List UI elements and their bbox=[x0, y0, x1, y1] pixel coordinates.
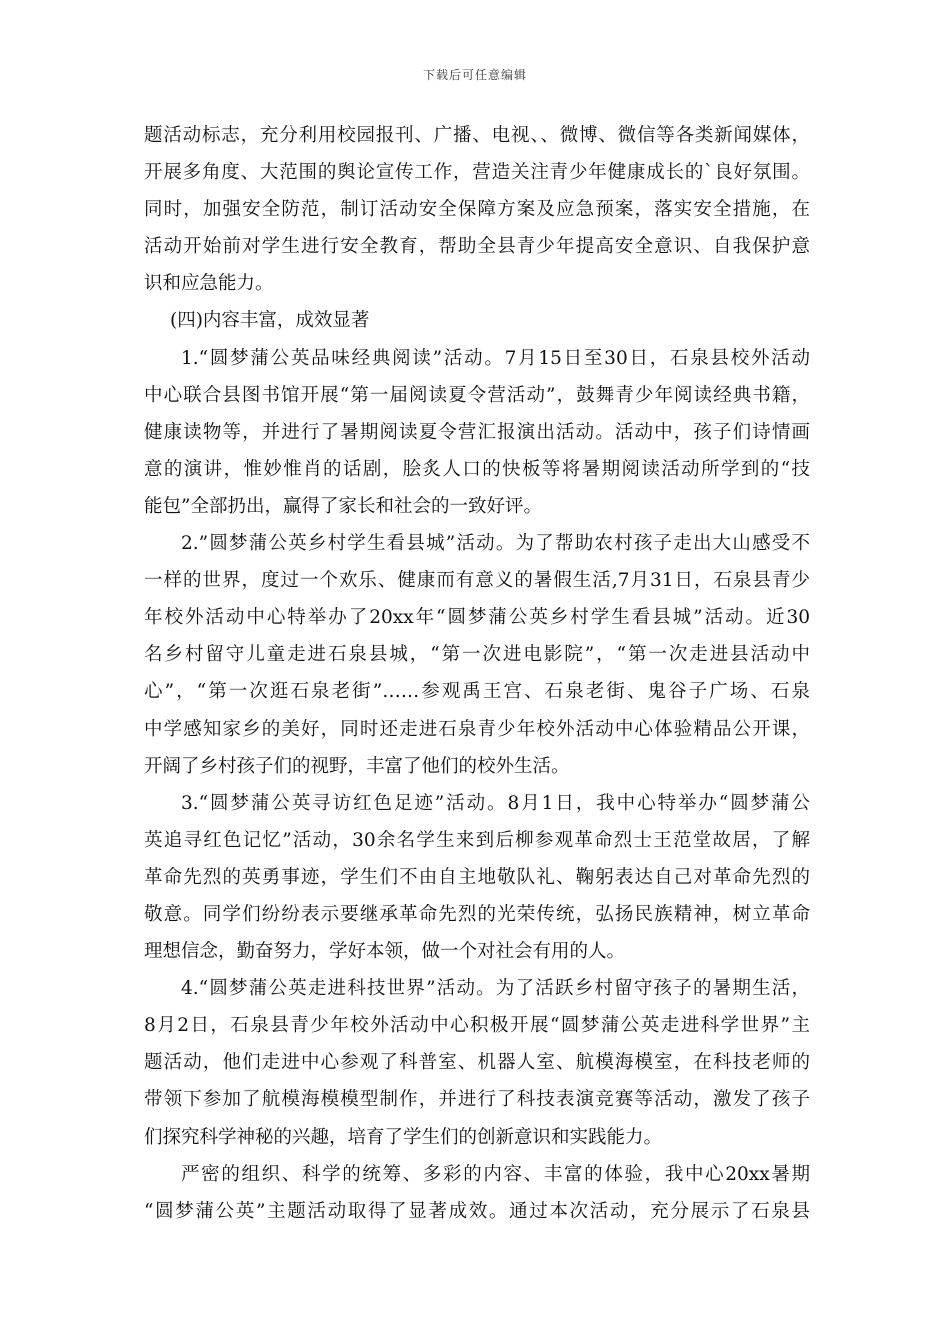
text-line: 题活动，他们走进中心参观了科普室、机器人室、航模海模室，在科技老师的 bbox=[144, 1052, 810, 1074]
text-line: 英追寻红色记忆”活动，30余名学生来到后柳参观革命烈士王范堂故居，了解 bbox=[144, 829, 810, 851]
text-line: 革命先烈的英勇事迹，学生们不由自主地敬队礼、鞠躬表达自己对革命先烈的 bbox=[144, 866, 810, 888]
text-line: 中学感知家乡的美好，同时还走进石泉青少年校外活动中心体验精品公开课， bbox=[144, 718, 810, 740]
text-line: 一样的世界，度过一个欢乐、健康而有意义的暑假生活,7月31日，石泉县青少 bbox=[144, 570, 810, 592]
section-heading: (四)内容丰富，成效显著 bbox=[170, 310, 370, 332]
text-line: 活动开始前对学生进行安全教育，帮助全县青少年提高安全意识、自我保护意 bbox=[144, 236, 810, 258]
text-line: 严密的组织、科学的统筹、多彩的内容、丰富的体验，我中心20xx暑期 bbox=[181, 1163, 810, 1185]
text-line: “圆梦蒲公英”主题活动取得了显著成效。通过本次活动，充分展示了石泉县 bbox=[144, 1200, 810, 1222]
text-line: 敬意。同学们纷纷表示要继承革命先烈的光荣传统，弘扬民族精神，树立革命 bbox=[144, 903, 810, 925]
text-line: 1.“圆梦蒲公英品味经典阅读”活动。7月15日至30日，石泉县校外活动 bbox=[181, 347, 810, 369]
text-line: 年校外活动中心特举办了20xx年“圆梦蒲公英乡村学生看县城”活动。近30 bbox=[144, 607, 810, 629]
document-body bbox=[144, 117, 810, 1230]
text-line: 8月2日，石泉县青少年校外活动中心积极开展“圆梦蒲公英走进科学世界”主 bbox=[144, 1015, 810, 1037]
text-line: 同时，加强安全防范，制订活动安全保障方案及应急预案，落实安全措施，在 bbox=[144, 199, 810, 221]
text-line: 理想信念，勤奋努力，学好本领，做一个对社会有用的人。 bbox=[144, 941, 626, 963]
text-line: 健康读物等，并进行了暑期阅读夏令营汇报演出活动。活动中，孩子们诗情画 bbox=[144, 421, 810, 443]
text-line: 心”，“第一次逛石泉老街”……参观禹王宫、石泉老街、鬼谷子广场、石泉 bbox=[144, 681, 810, 703]
text-line: 识和应急能力。 bbox=[144, 273, 274, 295]
text-line: 中心联合县图书馆开展“第一届阅读夏令营活动”，鼓舞青少年阅读经典书籍， bbox=[144, 384, 810, 406]
text-line: 名乡村留守儿童走进石泉县城，“第一次进电影院”，“第一次走进县活动中 bbox=[144, 644, 810, 666]
page-header-note: 下载后可任意编辑 bbox=[422, 68, 527, 82]
text-line: 3.“圆梦蒲公英寻访红色足迹”活动。8月1日，我中心特举办“圆梦蒲公 bbox=[181, 792, 810, 814]
text-line: 2.”圆梦蒲公英乡村学生看县城”活动。为了帮助农村孩子走出大山感受不 bbox=[181, 533, 810, 555]
text-line: 能包”全部扔出，赢得了家长和社会的一致好评。 bbox=[144, 495, 542, 517]
text-line: 开展多角度、大范围的舆论宣传工作，营造关注青少年健康成长的`良好氛围。 bbox=[144, 162, 810, 184]
text-line: 开阔了乡村孩子们的视野，丰富了他们的校外生活。 bbox=[144, 755, 570, 777]
text-line: 带领下参加了航模海模模型制作，并进行了科技表演竞赛等活动，激发了孩子 bbox=[144, 1089, 810, 1111]
text-line: 题活动标志，充分利用校园报刊、广播、电视、、微博、微信等各类新闻媒体， bbox=[144, 125, 810, 146]
text-line: 4.“圆梦蒲公英走进科技世界”活动。为了活跃乡村留守孩子的暑期生活， bbox=[181, 978, 810, 1000]
text-line: 们探究科学神秘的兴趣，培育了学生们的创新意识和实践能力。 bbox=[144, 1126, 663, 1148]
text-line: 意的演讲，惟妙惟肖的话剧，脍炙人口的快板等将暑期阅读活动所学到的“技 bbox=[144, 458, 810, 480]
